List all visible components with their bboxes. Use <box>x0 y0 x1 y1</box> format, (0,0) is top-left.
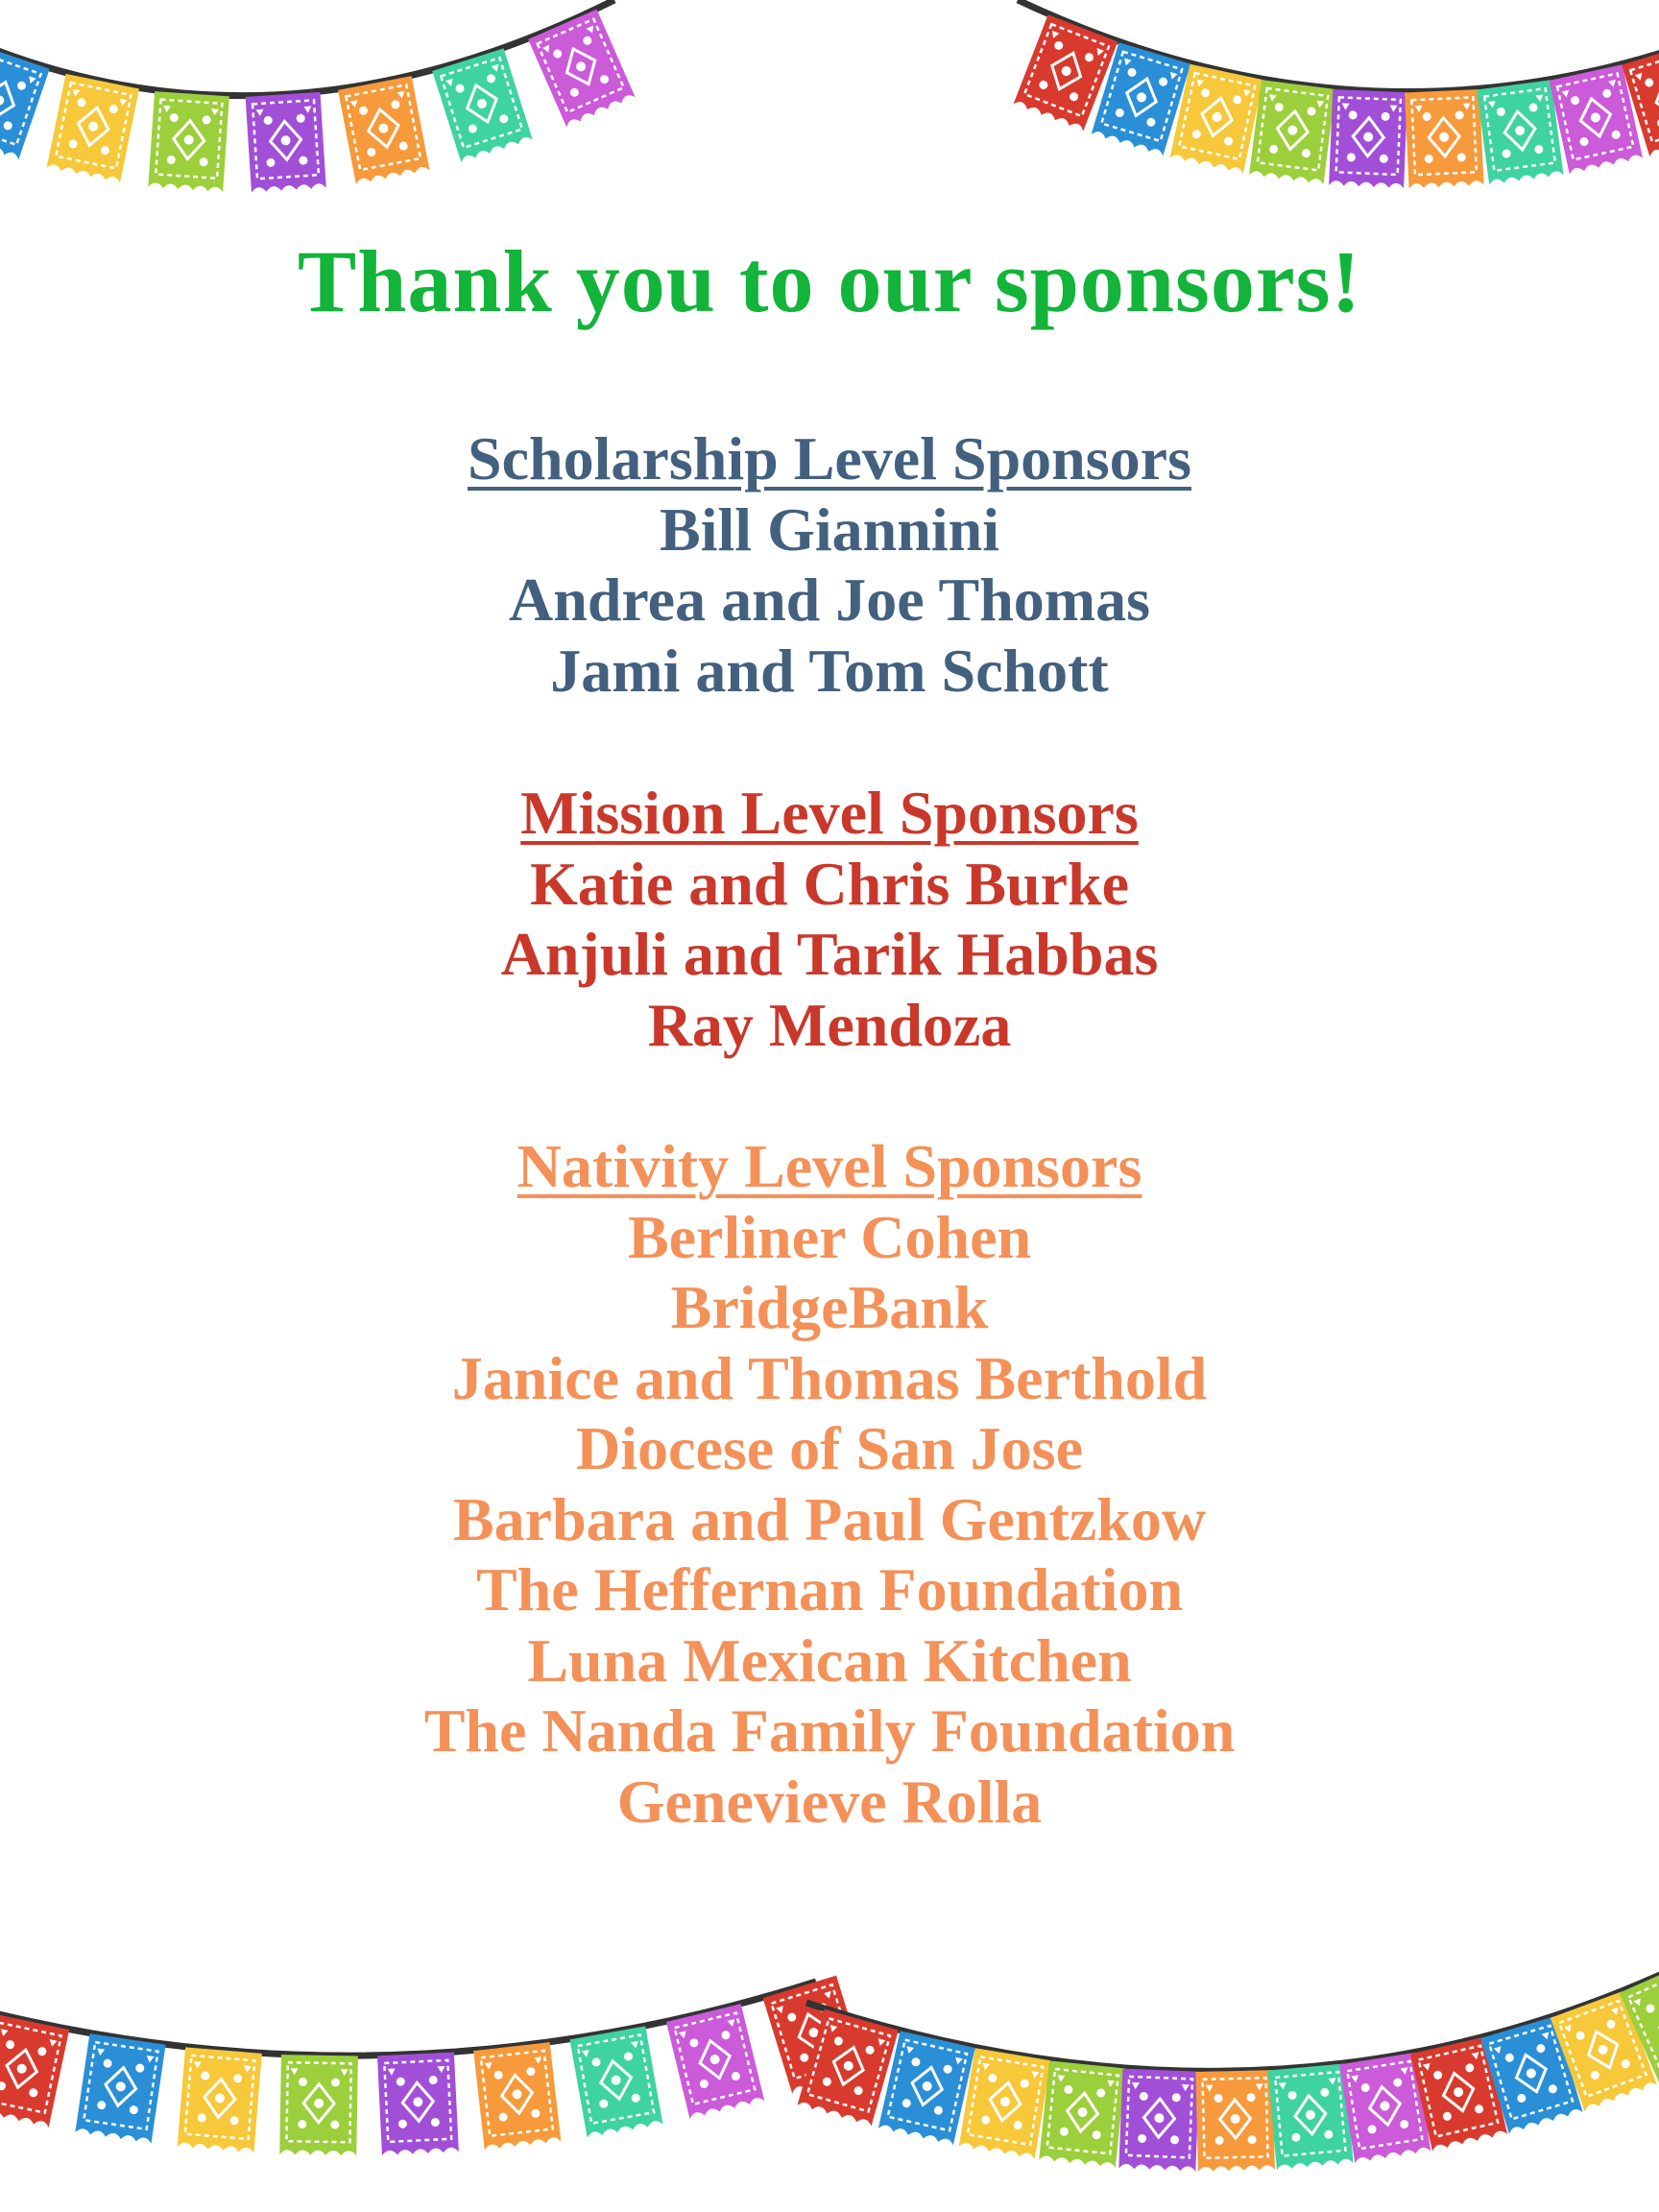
sponsor-name: Andrea and Joe Thomas <box>509 565 1150 634</box>
papel-picado-flag-icon <box>1195 2070 1275 2172</box>
papel-picado-flag-icon <box>1268 2063 1354 2170</box>
papel-picado-flag-icon <box>1339 2053 1431 2163</box>
papel-picado-flag-icon <box>0 2014 69 2128</box>
scholarship-section <box>0 423 1659 706</box>
papel-picado-flag-icon <box>878 2031 975 2145</box>
papel-picado-flag-icon <box>1092 42 1191 156</box>
banner-string <box>1018 0 1659 92</box>
papel-picado-flag-icon <box>1405 89 1483 188</box>
papel-picado-flag-icon <box>1620 1961 1659 2084</box>
sponsor-name: Janice and Thomas Berthold <box>451 1343 1208 1412</box>
papel-picado-flag-icon <box>178 2047 262 2152</box>
papel-picado-flag-icon <box>763 1976 866 2094</box>
banner-string <box>806 1970 1659 2071</box>
sponsor-name: Luna Mexican Kitchen <box>527 1625 1132 1695</box>
papel-picado-flag-icon <box>1013 14 1118 131</box>
sponsor-name: Ray Mendoza <box>647 990 1012 1059</box>
papel-picado-flag-icon <box>432 48 533 162</box>
banner-string <box>0 1982 816 2056</box>
papel-picado-flag-icon <box>1329 89 1407 188</box>
papel-picado-flag-icon <box>338 76 429 184</box>
sponsor-name: Jami and Tom Schott <box>550 636 1109 705</box>
sponsor-name: Genevieve Rolla <box>616 1767 1043 1836</box>
papel-picado-flag-icon <box>1550 64 1644 174</box>
papel-picado-flag-icon <box>47 74 139 183</box>
papel-picado-flag-icon <box>1039 2060 1125 2168</box>
banner-string <box>0 0 614 96</box>
mission-section <box>0 778 1659 1060</box>
sponsor-name: The Nanda Family Foundation <box>423 1696 1236 1765</box>
papel-picado-flag-icon <box>1249 80 1335 184</box>
papel-picado-flag-icon <box>1477 80 1563 184</box>
papel-picado-flag-icon <box>377 2053 459 2156</box>
papel-picado-flag-icon <box>0 44 50 159</box>
sponsor-name: Barbara and Paul Gentzkow <box>452 1484 1207 1553</box>
sponsor-name: Katie and Chris Burke <box>529 849 1130 918</box>
papel-picado-flag-icon <box>75 2033 165 2143</box>
papel-picado-flag-icon <box>569 2026 662 2137</box>
papel-picado-flag-icon <box>1551 1991 1657 2111</box>
papel-picado-flag-icon <box>1170 64 1263 174</box>
sponsor-name: The Heffernan Foundation <box>475 1555 1184 1623</box>
sponsor-name: BridgeBank <box>670 1273 989 1341</box>
papel-picado-flag-icon <box>1622 43 1659 156</box>
papel-picado-flag-icon <box>1480 2016 1582 2133</box>
scholarship-heading: Scholarship Level Sponsors <box>468 424 1191 493</box>
papel-picado-flag-icon <box>528 10 636 128</box>
papel-picado-flag-icon <box>666 2004 764 2119</box>
papel-picado-flag-icon <box>279 2055 358 2155</box>
papel-picado-flag-icon <box>473 2042 561 2150</box>
page-title: Thank you to our sponsors! <box>297 232 1362 330</box>
papel-picado-flag-icon <box>959 2048 1051 2159</box>
papel-picado-flag-icon <box>1118 2069 1199 2172</box>
sponsor-name: Anjuli and Tarik Habbas <box>500 920 1159 988</box>
nativity-section <box>0 1131 1659 1837</box>
papel-picado-flag-icon <box>148 91 229 192</box>
sponsor-name: Bill Giannini <box>660 494 999 564</box>
sponsor-name: Diocese of San Jose <box>576 1414 1083 1482</box>
papel-picado-flag-icon <box>1410 2036 1507 2151</box>
mission-heading: Mission Level Sponsors <box>520 779 1139 847</box>
sponsor-name: Berliner Cohen <box>627 1202 1032 1271</box>
nativity-heading: Nativity Level Sponsors <box>517 1132 1142 1200</box>
papel-picado-flag-icon <box>246 92 326 193</box>
papel-picado-flag-icon <box>797 2009 898 2127</box>
